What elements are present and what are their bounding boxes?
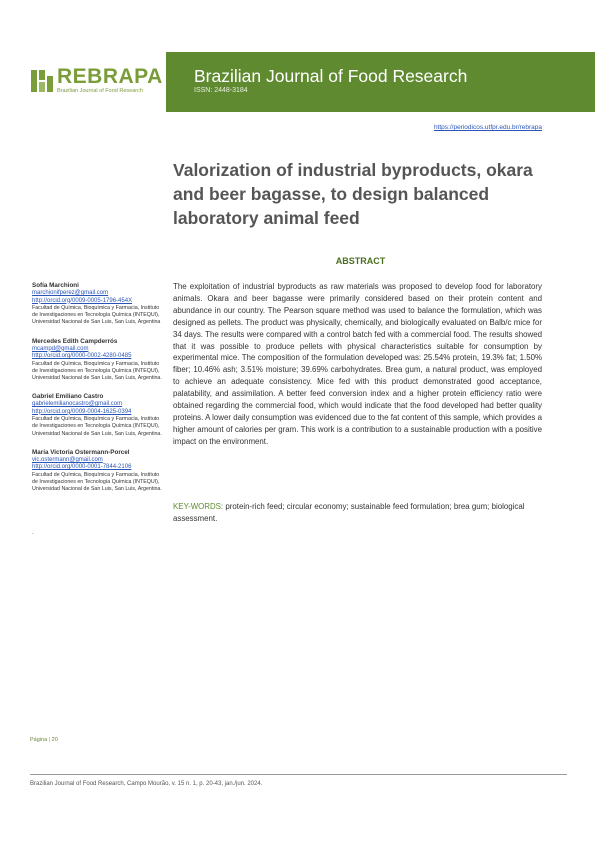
author-orcid-link[interactable]: http://orcid.org/0000-0001-7844-2106: [32, 464, 132, 471]
authors-sidebar: [32, 282, 162, 504]
author-block: [32, 449, 162, 494]
keywords-text: protein-rich feed; circular economy; sustainable feed formulation; brea gum; biological assessment.: [173, 502, 525, 523]
author-affiliation: Facultad de Química, Bioquímica y Farmacia, Instituto de Investigaciones en Tecnología Química (INTEQUI), Universidad Nacional de San Luis, San Luis, Argentina.: [32, 360, 162, 382]
stray-dot: .: [32, 530, 34, 536]
author-block: [32, 338, 162, 383]
page-number: [30, 737, 58, 743]
author-block: [32, 282, 162, 327]
logo-name: REBRAPA: [57, 65, 163, 88]
logo-subtitle: Brazilian Journal of Food Research: [57, 88, 143, 94]
abstract-text: The exploitation of industrial byproducts as raw materials was proposed to develop food for laboratory animals. Okara and beer bagasse were primarily considered based on their protein content and abundance in our country. The Pearson square method was used to balance the formulation, which was designed as pellets. The product was physically, chemically, and biologically evaluated on Balb/c mice for 34 days. The results were compared with a control batch fed with a commercial food. The results showed that it was possible to produce pellets with physical characteristics suitable for consumption by experimental mice. The composition of the formulation developed was: 25.54% protein, 19.3% fat; 1.50% fiber; 10.46% ash; 3.51% moisture; 39.69% carbohydrates. Brea gum, a natural product, was employed to achieve an adequate consistency. Mice fed with this product demonstrated good acceptance, palatability, and assimilation. A better feed conversion index and a higher protein efficiency ratio were obtained regarding the commercial food, which would indicate that the food developed had better quality proteins. A lower daily consumption was evidenced due to the fat content of this sample, which provides a higher amount of calories per gram. This work is a contribution to a sustainable production with a positive impact on the environment.: [173, 282, 542, 446]
journal-logo: [31, 65, 163, 98]
journal-url-link[interactable]: https://periodicos.utfpr.edu.br/rebrapa: [433, 124, 542, 131]
author-affiliation: Facultad de Química, Bioquímica y Farmacia, Instituto de Investigaciones en Tecnología Química (INTEQUI), Universidad Nacional de San Luis, San Luis, Argentina: [32, 305, 161, 326]
author-email-link[interactable]: gabrielemilianocastro@gmail.com: [32, 401, 123, 408]
author-email-link[interactable]: mcampd@gmail.com: [32, 345, 89, 352]
journal-banner: [166, 52, 595, 112]
abstract-heading: ABSTRACT: [335, 256, 386, 266]
author-block: [32, 393, 162, 438]
footer-divider: [30, 774, 567, 775]
author-affiliation: Facultad de Química, Bioquímica y Farmacia, Instituto de Investigaciones en Tecnología Química (INTEQUI), Universidad Nacional de San Luis, San Luis, Argentina.: [32, 471, 162, 493]
keywords-label: KEY-WORDS:: [173, 502, 224, 511]
author-email-link[interactable]: marchionifperez@gmail.com: [32, 290, 109, 296]
author-email-link[interactable]: vic.ostermann@gmail.com: [32, 456, 103, 463]
article-title: Valorization of industrial byproducts, okara and beer bagasse, to design balanced laboratory animal feed: [173, 160, 533, 228]
keywords: [173, 501, 542, 525]
author-name: María Victoria Ostermann-Porcel: [32, 448, 130, 456]
page-value: 20: [51, 737, 58, 743]
footer-citation: Brazilian Journal of Food Research, Campo Mourão, v. 15 n. 1, p. 20-43, jan./jun. 2024.: [30, 781, 263, 787]
author-orcid-link[interactable]: http://orcid.org/0009-0005-1796-454X: [32, 297, 133, 304]
author-name: Sofía Marchioni: [32, 282, 79, 289]
page-separator: |: [48, 737, 51, 743]
issn: ISSN: 2448-3184: [194, 87, 248, 94]
author-orcid-link[interactable]: http://orcid.org/0000-0002-4280-0485: [32, 353, 132, 360]
logo-mark-icon: [31, 68, 53, 94]
author-name: Gabriel Emiliano Castro: [32, 393, 104, 401]
author-orcid-link[interactable]: http://orcid.org/0009-0004-1625-0394: [32, 408, 132, 415]
author-name: Mercedes Edith Campderrós: [32, 337, 118, 345]
journal-title: Brazilian Journal of Food Research: [194, 66, 468, 86]
author-affiliation: Facultad de Química, Bioquímica y Farmacia, Instituto de Investigaciones en Tecnología Química (INTEQUI), Universidad Nacional de San Luis, San Luis, Argentina.: [32, 416, 162, 437]
page-label: Página: [30, 737, 48, 743]
